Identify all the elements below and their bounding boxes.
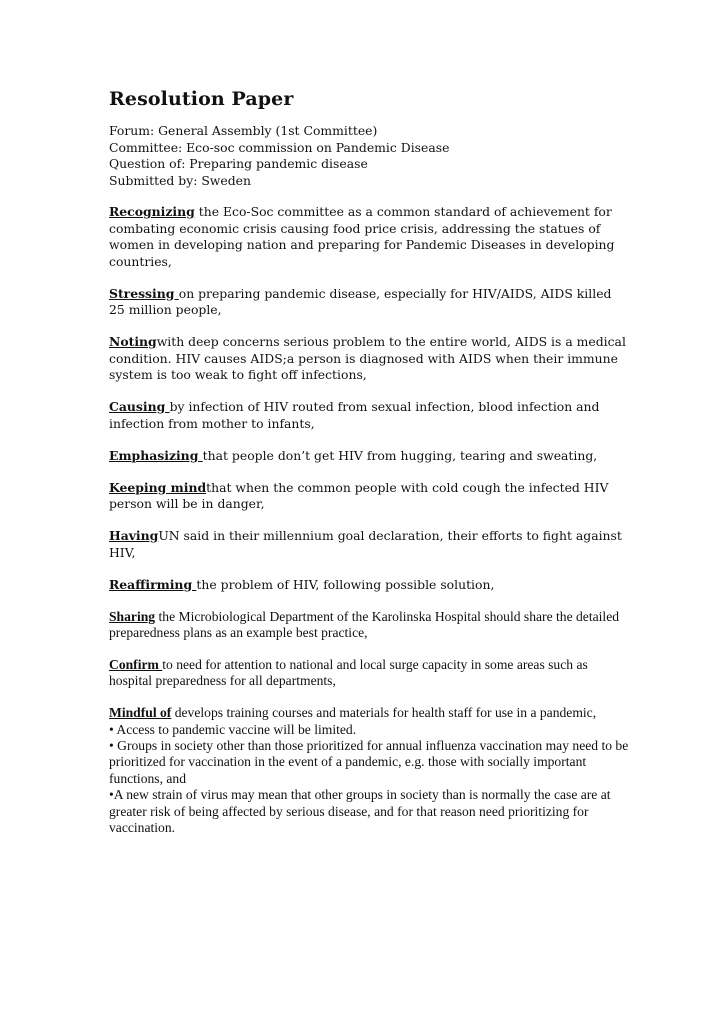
clause-stressing bbox=[109, 286, 629, 319]
clause-keyword: Noting bbox=[109, 334, 157, 349]
clause-text: with deep concerns serious problem to the entire world, AIDS is a medical condition. HIV causes AIDS;a person is diagnosed with AIDS when their immune system is too weak to fight off infections, bbox=[109, 334, 626, 382]
clause-keyword: Emphasizing bbox=[109, 447, 203, 463]
clause-text: develops training courses and materials for health staff for use in a pandemic, bbox=[171, 705, 597, 721]
clause-text: the Microbiological Department of the Karolinska Hospital should share the detailed preparedness plans as an example best practice, bbox=[109, 608, 620, 640]
clause-keyword: Mindful of bbox=[109, 705, 172, 721]
clause-text: to need for attention to national and local surge capacity in some areas such as hospital preparedness for all departments, bbox=[109, 656, 588, 689]
committee-line: Committee: Eco-soc commission on Pandemic Disease bbox=[109, 139, 450, 155]
clause-text: that people don’t get HIV from hugging, tearing and sweating, bbox=[202, 447, 598, 463]
clause-confirm bbox=[109, 657, 629, 690]
clause-keyword: Stressing bbox=[109, 285, 179, 301]
clause-text: the Eco-Soc committee as a common standard of achievement for combating economic crisis causing food price crisis, addressing the statues of women in developing nation and preparing for Pandemic Diseases in developing countries, bbox=[109, 204, 615, 269]
clause-having bbox=[109, 528, 629, 561]
clause-keyword: Having bbox=[109, 528, 159, 543]
bullet-item: • Groups in society other than those prioritized for annual influenza vaccination may need to be prioritized for vaccination in the event of a pandemic, e.g. those with socially important functions, and bbox=[109, 737, 629, 786]
clause-keyword: Confirm bbox=[109, 656, 163, 672]
clause-keyword: Recognizing bbox=[109, 204, 195, 219]
clause-text: that when the common people with cold cough the infected HIV person will be in danger, bbox=[109, 479, 609, 511]
bullet-item: • Access to pandemic vaccine will be limited. bbox=[109, 721, 357, 737]
clause-text: UN said in their millennium goal declaration, their efforts to fight against HIV, bbox=[109, 528, 622, 560]
document-content bbox=[109, 86, 629, 852]
clause-keyword: Reaffirming bbox=[109, 576, 197, 592]
clause-keyword: Keeping mind bbox=[109, 479, 207, 495]
clause-keeping-mind bbox=[109, 480, 629, 513]
mindful-intro bbox=[109, 705, 629, 721]
submitted-line: Submitted by: Sweden bbox=[109, 172, 251, 188]
resolution-metadata bbox=[109, 123, 629, 189]
clause-text: by infection of HIV routed from sexual infection, blood infection and infection from mother to infants, bbox=[109, 399, 600, 431]
clause-text: the problem of HIV, following possible solution, bbox=[196, 576, 495, 592]
clause-text: on preparing pandemic disease, especially for HIV/AIDS, AIDS killed 25 million people, bbox=[109, 285, 612, 317]
clause-noting bbox=[109, 334, 629, 384]
clause-mindful-of bbox=[109, 705, 629, 836]
clause-emphasizing bbox=[109, 448, 629, 465]
clause-causing bbox=[109, 399, 629, 432]
forum-line: Forum: General Assembly (1st Committee) bbox=[109, 123, 378, 138]
page-title: Resolution Paper bbox=[109, 88, 294, 110]
clause-recognizing bbox=[109, 204, 629, 270]
clause-reaffirming bbox=[109, 577, 629, 594]
question-line: Question of: Preparing pandemic disease bbox=[109, 156, 368, 171]
clause-sharing bbox=[109, 609, 629, 642]
clause-keyword: Causing bbox=[109, 399, 170, 414]
bullet-item: •A new strain of virus may mean that other groups in society than is normally the case are at greater risk of being affected by serious disease, and for that reason need prioritizing for vaccination. bbox=[109, 787, 611, 835]
clause-keyword: Sharing bbox=[109, 608, 156, 624]
